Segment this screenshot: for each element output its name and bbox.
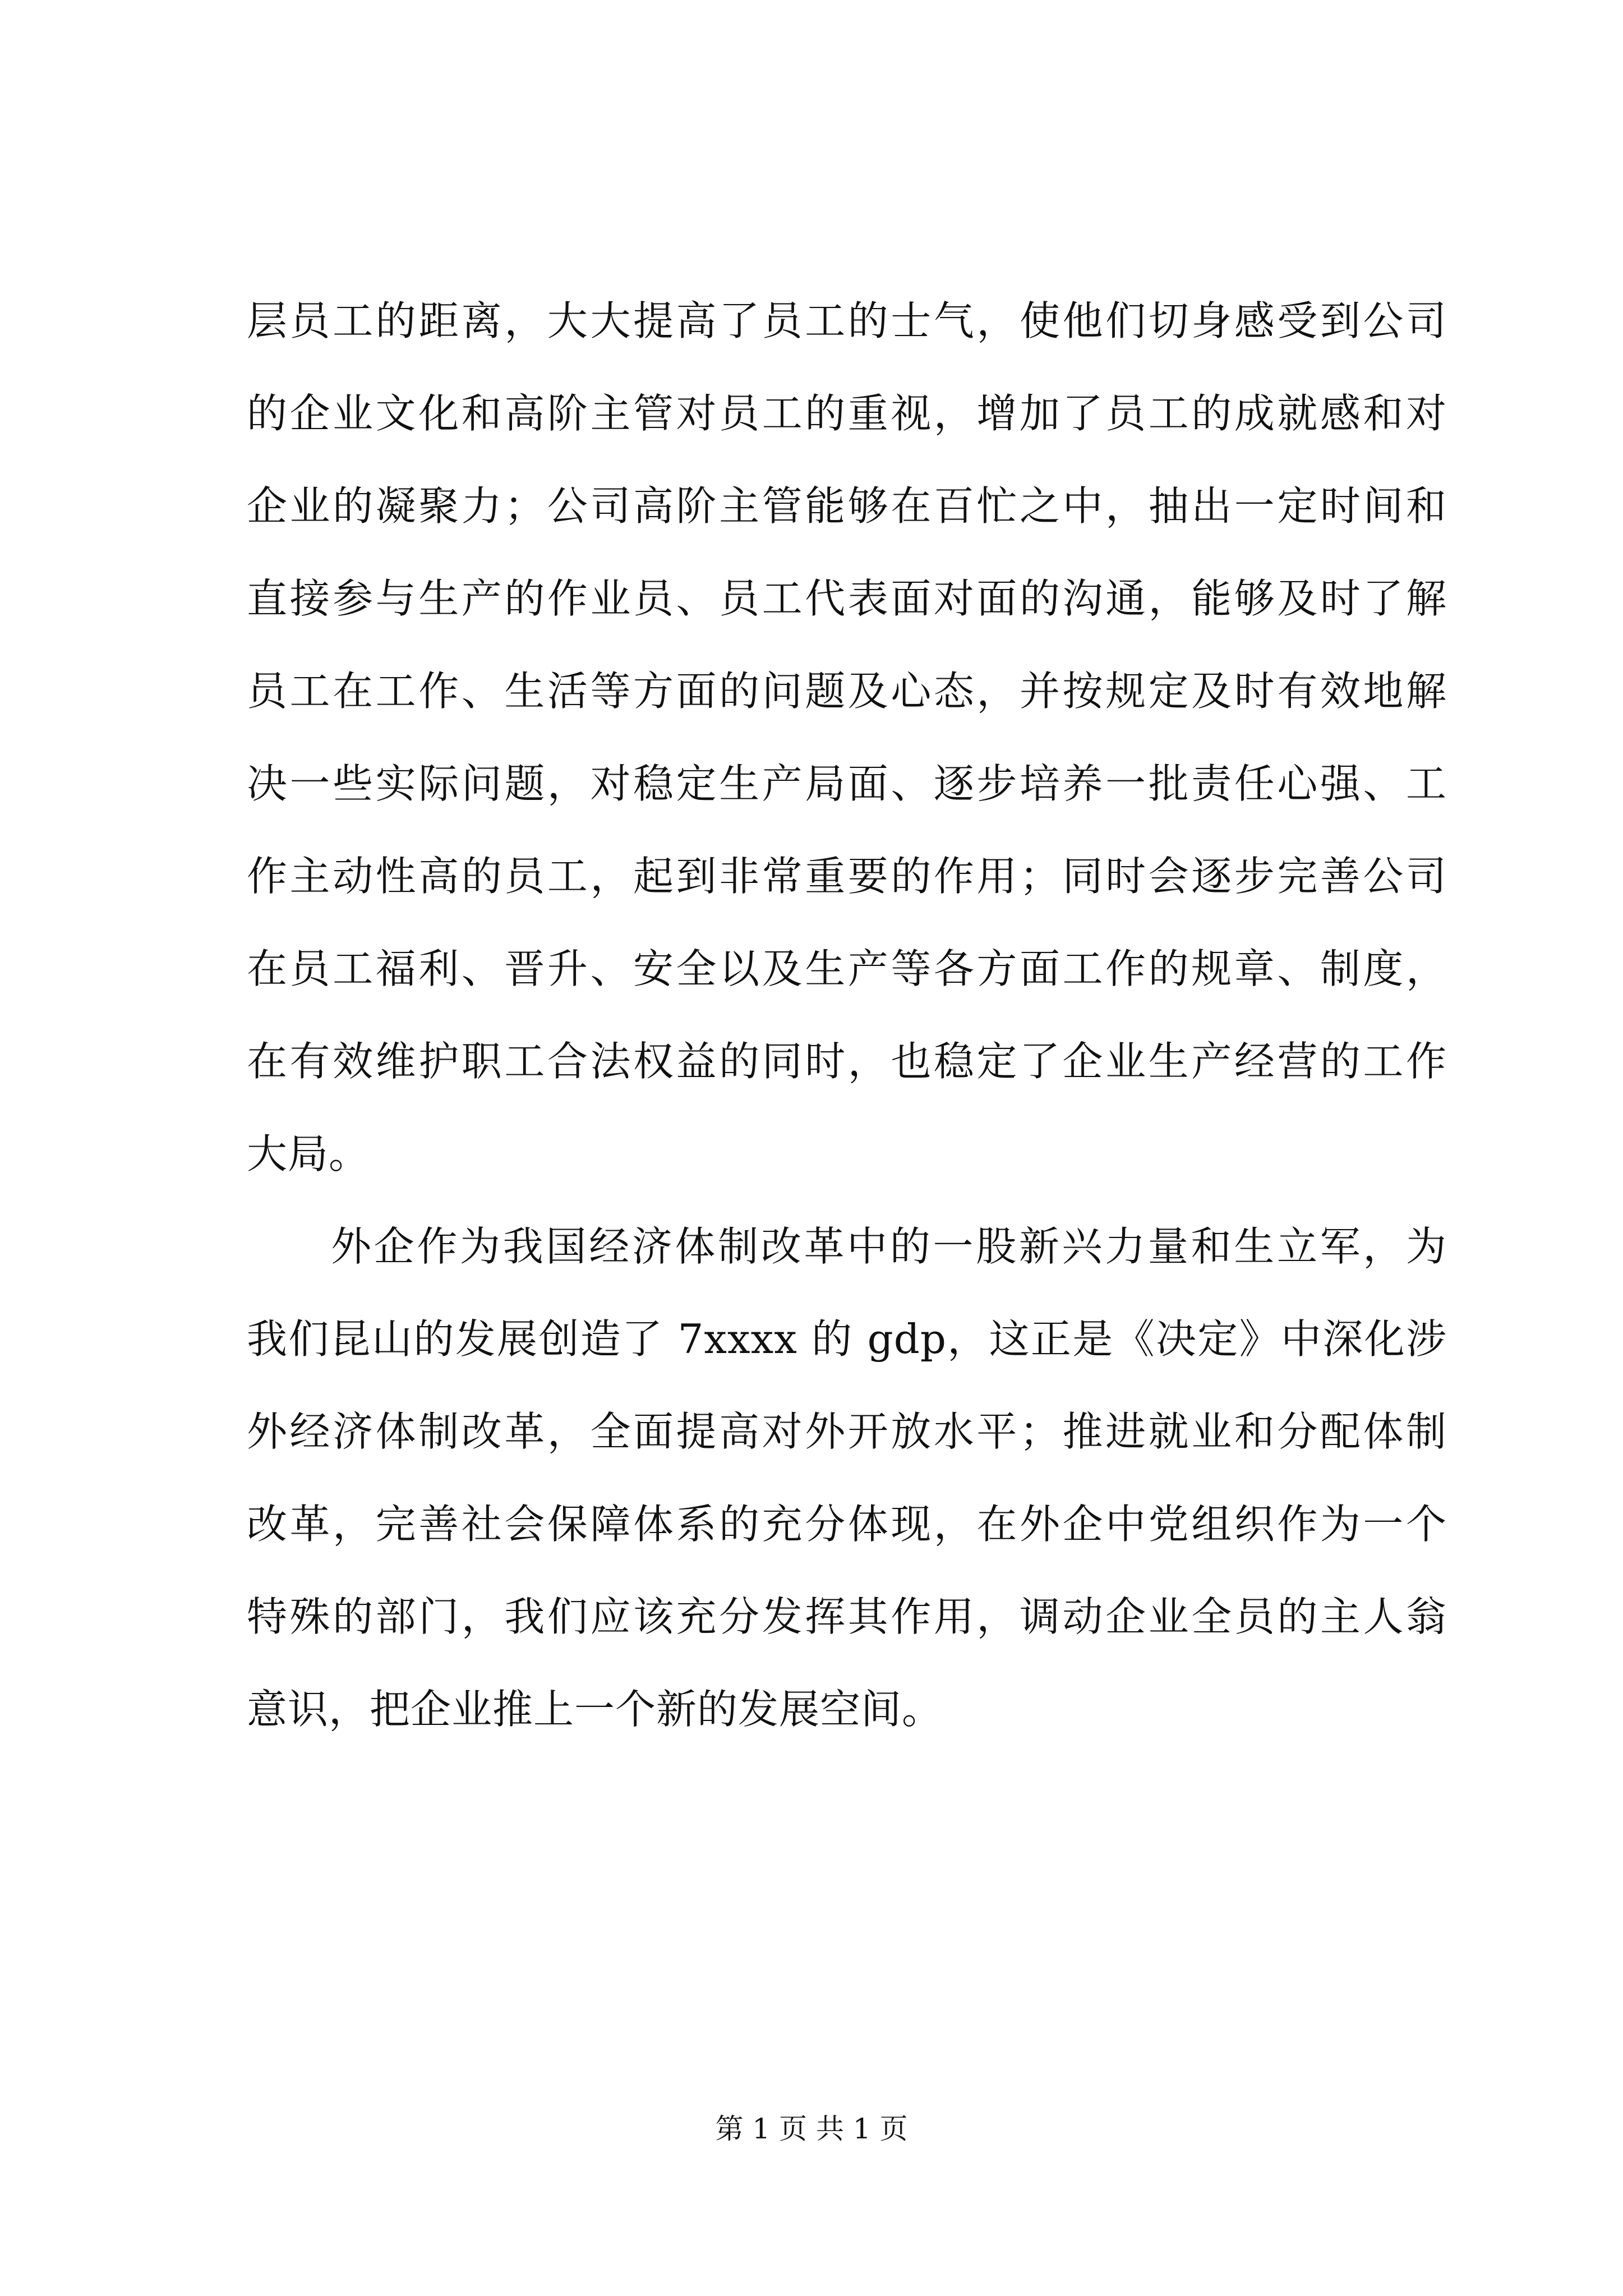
page-number-label: 第 1 页 共 1 页 [715, 2113, 908, 2145]
text-line: 外企作为我国经济体制改革中的一股新兴力量和生立军，为 [331, 1223, 1447, 1270]
text-line: 意识，把企业推上一个新的发展空间。 [247, 1686, 943, 1733]
text-line: 大局。 [247, 1130, 370, 1177]
text-line: 层员工的距离，大大提高了员工的士气，使他们切身感受到公司 [247, 297, 1447, 344]
text-line: 作主动性高的员工，起到非常重要的作用；同时会逐步完善公司 [247, 853, 1447, 900]
text-line: 在有效维护职工合法权益的同时，也稳定了企业生产经营的工作 [247, 1038, 1447, 1085]
text-line: 我们昆山的发展创造了 7xxxx 的 gdp，这正是《决定》中深化涉 [247, 1315, 1447, 1363]
text-line: 的企业文化和高阶主管对员工的重视，增加了员工的成就感和对 [247, 390, 1447, 437]
text-line: 特殊的部门，我们应该充分发挥其作用，调动企业全员的主人翁 [247, 1593, 1447, 1640]
document-body [247, 275, 1447, 1756]
page-footer [0, 2109, 1623, 2148]
paragraph-1 [247, 275, 1447, 1200]
text-line: 员工在工作、生活等方面的问题及心态，并按规定及时有效地解 [247, 668, 1447, 715]
text-line: 决一些实际问题，对稳定生产局面、逐步培养一批责任心强、工 [247, 760, 1447, 807]
text-line: 外经济体制改革，全面提高对外开放水平；推进就业和分配体制 [247, 1408, 1447, 1455]
text-line: 直接参与生产的作业员、员工代表面对面的沟通，能够及时了解 [247, 575, 1447, 622]
text-line: 在员工福利、晋升、安全以及生产等各方面工作的规章、制度， [247, 945, 1447, 992]
paragraph-2 [247, 1200, 1447, 1756]
text-line: 企业的凝聚力；公司高阶主管能够在百忙之中，抽出一定时间和 [247, 482, 1447, 530]
text-line: 改革，完善社会保障体系的充分体现，在外企中党组织作为一个 [247, 1501, 1447, 1548]
